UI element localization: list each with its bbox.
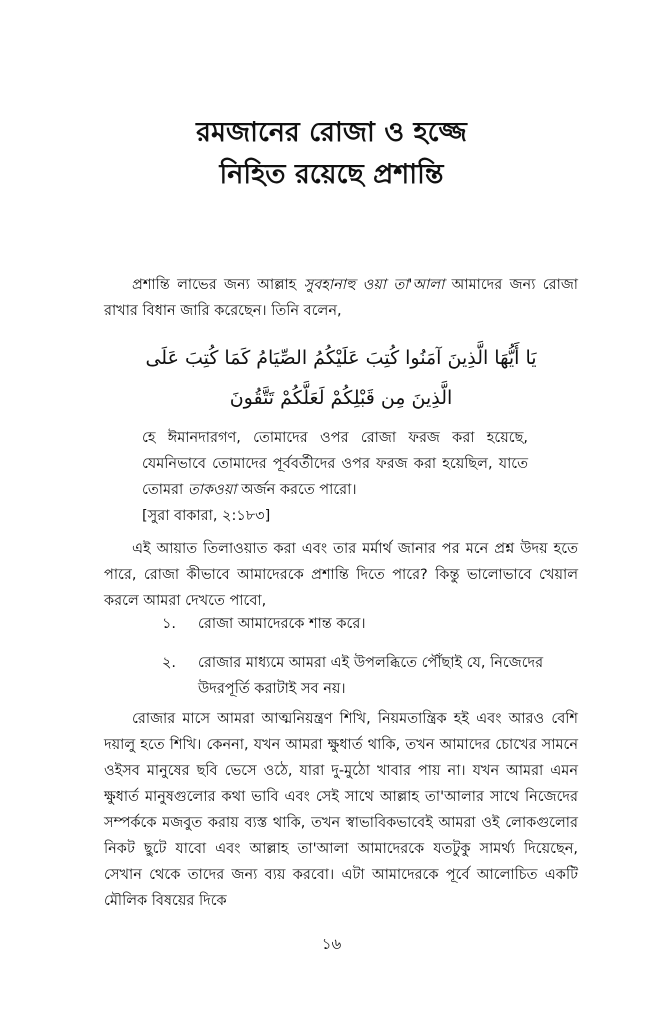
page-number: ১৬ — [321, 935, 342, 953]
paragraph-3 — [104, 706, 578, 914]
paragraph-2-text: এই আয়াত তিলাওয়াত করা এবং তার মর্মার্থ জানার পর মনে প্রশ্ন উদয় হতে পারে, রোজা কীভাবে আমাদেরকে প্রশান্তি দিতে পারে? কিন্তু ভালোভাবে খেয়াল করলে আমরা দেখতে পাবো, — [104, 541, 578, 609]
list-item-number: ১. — [162, 616, 177, 632]
list-item-text: রোজার মাধ্যমে আমরা এই উপলব্ধিতে পৌঁছাই যে, নিজেদের উদরপূর্তি করাটাই সব নয়। — [198, 655, 544, 697]
intro-text-part-2: আমাদের জন্য রোজা রাখার বিধান জারি করেছেন। তিনি বলেন, — [104, 277, 579, 319]
paragraph-2 — [104, 536, 578, 614]
verse-translation — [142, 425, 528, 503]
translation-part-1: হে ঈমানদারগণ, তোমাদের ওপর রোজা ফরজ করা হয়েছে, যেমনিভাবে তোমাদের পূর্ববর্তীদের ওপর ফরজ করা হয়েছিল, যাতে তোমরা — [142, 430, 528, 498]
translation-italic-word: তাকওয়া — [187, 482, 237, 498]
intro-paragraph — [104, 272, 578, 324]
list-item-text: রোজা আমাদেরকে শান্ত করে। — [198, 616, 366, 632]
list-item — [162, 611, 580, 637]
intro-text-part-1: প্রশান্তি লাভের জন্য আল্লাহ — [132, 277, 304, 293]
translation-part-2: অর্জন করতে পারো। — [236, 482, 357, 498]
list-item — [162, 650, 580, 702]
chapter-title-line-1: রমজানের রোজা ও হজ্জে — [196, 117, 467, 148]
list-item-number: ২. — [162, 655, 177, 671]
intro-italic-name: সুবহানাহু ওয়া তা'আলা — [303, 277, 445, 293]
arabic-verse-line-2: الَّذِينَ مِن قَبْلِكُمْ لَعَلَّكُمْ تَتَّقُونَ — [229, 387, 453, 409]
verse-citation: [সুরা বাকারা, ২:১৮৩] — [142, 508, 271, 524]
chapter-title-line-2: নিহিত রয়েছে প্রশান্তি — [219, 159, 444, 190]
arabic-verse-line-1: يَا أَيُّهَا الَّذِينَ آمَنُوا كُتِبَ عَلَيْكُمُ الصِّيَامُ كَمَا كُتِبَ عَلَى — [145, 347, 537, 369]
paragraph-3-text: রোজার মাসে আমরা আত্মনিয়ন্ত্রণ শিখি, নিয়মতান্ত্রিক হই এবং আরও বেশি দয়ালু হতে শিখি। কেননা, যখন আমরা ক্ষুধার্ত থাকি, তখন আমাদের চোখের সামনে ওইসব মানুষের ছবি ভেসে ওঠে, যারা দু-মুঠো খাবার পায় না। যখন আমরা এমন ক্ষুধার্ত মানুষগুলোর কথা ভাবি এবং সেই সাথে আল্লাহ তা'আলার সাথে নিজেদের সম্পর্ককে মজবুত করায় ব্যস্ত থাকি, তখন স্বাভাবিকভাবেই আমরা ওই লোকগুলোর নিকট ছুটে যাবো এবং আল্লাহ তা'আলা আমাদেরকে যতটুকু সামর্থ্য দিয়েছেন, সেখান থেকে তাদের জন্য ব্যয় করবো। এটা আমাদেরকে পূর্বে আলোচিত একটি মৌলিক বিষয়ের দিকে — [104, 711, 578, 909]
